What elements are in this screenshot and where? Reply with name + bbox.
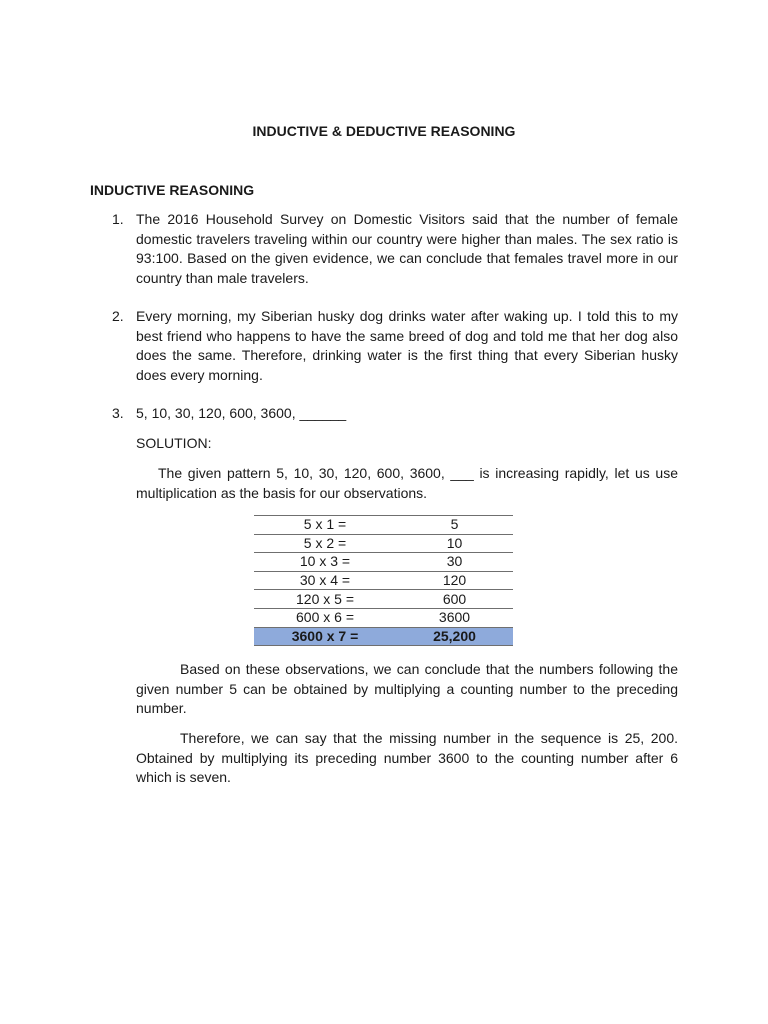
pattern-paragraph: The given pattern 5, 10, 30, 120, 600, 3600, ___ is increasing rapidly, let us use multiplication as the basis for our observations. xyxy=(136,465,678,501)
table-cell-result: 30 xyxy=(396,553,513,572)
table-cell-expression: 10 x 3 = xyxy=(254,553,396,572)
document-title: INDUCTIVE & DEDUCTIVE REASONING xyxy=(252,123,516,139)
table-cell-result: 3600 xyxy=(396,608,513,627)
table-cell-expression: 5 x 2 = xyxy=(254,534,396,553)
list-item-number: 3. xyxy=(112,405,124,421)
table-cell-expression: 30 x 4 = xyxy=(254,571,396,590)
list-item xyxy=(112,210,678,288)
list-item-text: 5, 10, 30, 120, 600, 3600, ______ xyxy=(136,405,347,421)
table-row xyxy=(254,534,513,553)
table-cell-expression: 3600 x 7 = xyxy=(254,627,396,646)
table-row xyxy=(254,608,513,627)
list-item-text: Every morning, my Siberian husky dog drinks water after waking up. I told this to my best friend who happens to have the same breed of dog and told me that her dog also does the same. Therefore, drinking water is the first thing that every Siberian husky does every morning. xyxy=(136,308,678,383)
table-cell-expression: 5 x 1 = xyxy=(254,516,396,535)
solution-label: SOLUTION: xyxy=(136,435,212,451)
list-item xyxy=(112,307,678,385)
section-heading: INDUCTIVE REASONING xyxy=(90,182,255,198)
conclusion-paragraph: Therefore, we can say that the missing number in the sequence is 25, 200. Obtained by multiplying its preceding number 3600 to the counting number after 6 which is seven. xyxy=(136,730,678,785)
table-row xyxy=(254,571,513,590)
observation-paragraph: Based on these observations, we can conclude that the numbers following the given number 5 can be obtained by multiplying a counting number to the preceding number. xyxy=(136,661,678,716)
list-item-text: The 2016 Household Survey on Domestic Visitors said that the number of female domestic travelers traveling within our country were higher than males. The sex ratio is 93:100. Based on the given evidence, we can conclude that females travel more in our country than male travelers. xyxy=(136,211,678,286)
table-cell-result: 120 xyxy=(396,571,513,590)
table-cell-result: 10 xyxy=(396,534,513,553)
multiplication-table xyxy=(254,515,513,646)
list-item xyxy=(112,404,678,424)
table-cell-expression: 120 x 5 = xyxy=(254,590,396,609)
table-cell-result: 5 xyxy=(396,516,513,535)
list-item-number: 1. xyxy=(112,211,124,227)
table-cell-result: 600 xyxy=(396,590,513,609)
list-item-number: 2. xyxy=(112,308,124,324)
table-row xyxy=(254,590,513,609)
table-row-highlighted xyxy=(254,627,513,646)
table-row xyxy=(254,553,513,572)
table-row xyxy=(254,516,513,535)
table-cell-expression: 600 x 6 = xyxy=(254,608,396,627)
table-cell-result: 25,200 xyxy=(396,627,513,646)
